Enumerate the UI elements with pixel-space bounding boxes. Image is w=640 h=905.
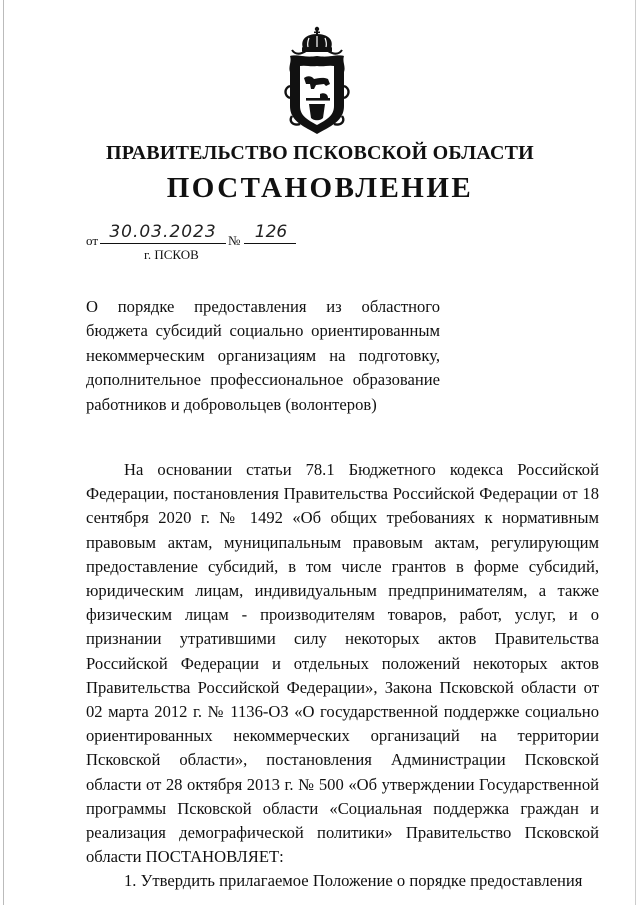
date-prefix: от (86, 233, 99, 248)
number-underline (244, 243, 296, 244)
subject-text: О порядке предоставления из областного бюджета субсидий социально ориентированным некоммерческим организациям на подготовку, дополнительное профессиональное образование работников и добровольцев (волонтеров) (86, 297, 440, 414)
pskov-coat-of-arms-icon (276, 26, 358, 136)
document-number: 126 (254, 222, 288, 242)
document-subject (86, 295, 440, 417)
document-meta (86, 222, 296, 266)
item-1-paragraph: 1. Утвердить прилагаемое Положение о порядке предоставления (124, 871, 583, 891)
government-title: ПРАВИТЕЛЬСТВО ПСКОВСКОЙ ОБЛАСТИ (106, 142, 534, 164)
document-city: г. ПСКОВ (144, 247, 199, 262)
document-type-title: ПОСТАНОВЛЕНИЕ (166, 172, 474, 204)
number-label: № (228, 233, 241, 248)
document-date: 30.03.2023 (109, 222, 217, 242)
date-underline (100, 243, 226, 244)
page-edge-right (635, 0, 636, 905)
page-edge-left (3, 0, 4, 905)
preamble-paragraph: На основании статьи 78.1 Бюджетного кодекса Российской Федерации, постановления Правительства Российской Федерации от 18 сентября 2020 г. № 1492 «Об общих требованиях к нормативным правовым актам, муниципальным правовым актам, регулирующим предоставление субсидий, в том числе грантов в форме субсидий, юридическим лицам, индивидуальным предпринимателям, а также физическим лицам - производителям товаров, работ, услуг, и о признании утратившими силу некоторых актов Правительства Российской Федерации и отдельных положений некоторых актов Правительства Российской Федерации», Закона Псковской области от 02 марта 2012 г. № 1136-ОЗ «О государственной поддержке социально ориентированных некоммерческих организаций на территории Псковской области», постановления Администрации Псковской области от 28 октября 2013 г. № 500 «Об утверждении Государственной программы Псковской области «Социальная поддержка граждан и реализация демографической политики» Правительство Псковской области ПОСТАНОВЛЯЕТ: (86, 460, 599, 867)
document-body (86, 458, 599, 894)
